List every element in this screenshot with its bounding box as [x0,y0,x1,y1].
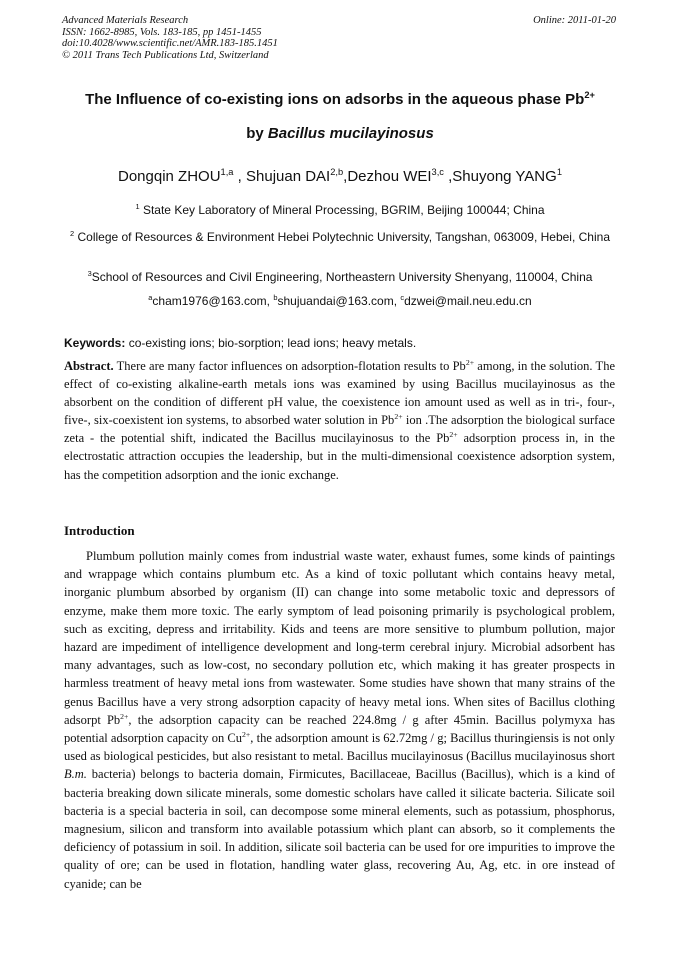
affiliation-1: $^1$ State Key Laboratory of Mineral Processing, BGRIM, Beijing 100044; China [135,202,545,217]
introduction-heading: Introduction [64,523,135,538]
copyright-line: © 2011 Trans Tech Publications Ltd, Switzerland [62,49,269,61]
introduction-paragraph: Plumbum pollution mainly comes from industrial waste water, exhaust fumes, some kinds of paintings and wrappage which contains plumbum etc. As a kind of toxic pollutant which contains heavy metal, inorganic plumbum absorbed by organism (II) can change into some metabolic toxic and depressors of enzyme, make them more toxic. The early symptom of lead poisoning primarily is psychological problem, such as exciting, depress and irritability. Kids and teens are more sensitive to plumbum pollution, major hazard are impediment of intelligence development and long-term cerebral injury. Microbial adsorbent has many advantages, such as low-cost, no secondary pollution etc, which making it has greater prospects in harmless treatment of heavy metal ions from wastewater. Some studies have shown that many strains of the genus Bacillus have a very strong adsorption capacity of heavy metal ions. When sites of Bacillus clothing adsorpt $Pb^{2+}$, the adsorption capacity can be reached 224.8mg / g after 45min. Bacillus polymyxa has potential adsorption capacity on $Cu^{2+}$, the adsorption amount is 62.72mg / g; Bacillus thuringiensis is not only used as biological pesticides, but also resistant to metal. Bacillus mucilayinosus (Bacillus mucilayinosus short B.m. bacteria) belongs to bacteria domain, Firmicutes, Bacillaceae, Bacillus (Bacillus), which is a kind of bacteria breaking down silicate minerals, some domestic scholars have called it silicate bacteria. Silicate soil bacteria is a special bacteria in soil, can decompose some mineral elements, such as potassium, phosphorus, magnesium, silicon and transform into available potassium which plant can absorb, so it complements the deficiency of potassium in soil. In addition, silicate soil bacteria can be used for ore impurities to improve the quality of ore; can be used in flotation, handling water glass, recovering Au, Ag, etc. in ore instead of cyanide; can be [64,549,616,891]
author-emails: $^a$cham1976@163.com, $^b$shujuandai@163.com, $^c$dzwei@mail.neu.edu.cn [148,293,532,308]
issn-line: ISSN: 1662-8985, Vols. 183-185, pp 1451-1455 [62,26,262,38]
paper-title-line-2: by Bacillus mucilayinosus [246,125,434,142]
abstract-label: Abstract. [64,359,114,373]
author-name: Shujuan DAI [246,168,331,185]
affiliation-3: $^3$School of Resources and Civil Engineering, Northeastern University Shenyang, 110004, China [87,269,593,284]
author-name: Dongqin ZHOU [118,168,221,185]
author-name: Dezhou WEI [347,168,432,185]
online-date: Online: 2011-01-20 [533,15,616,26]
paper-title-line-1: The Influence of co-existing ions on adsorbs in the aqueous phase $Pb^{2+}$ [85,90,595,108]
keywords: Keywords: co-existing ions; bio-sorption; lead ions; heavy metals. [64,336,417,350]
abstract-paragraph: Abstract. There are many factor influences on adsorption-flotation results to $Pb^{2+}$ among, in the solution. The effect of co-existing alkaline-earth metals ions was examined by using Bacillus mucilayinosus as the absorbent on the condition of different pH value, the coexistence ion amount used as well as in tri-, four-, five-, six-coexistent ion systems, to absorbed water solution in $Pb^{2+}$ ion .The adsorption the biological surface zeta - the potential shift, indicated the Bacillus mucilayinosus to the $Pb^{2+}$ adsorption process in, in the electrostatic attraction occupies the leadership, but in the multi-dimensional coexistence adsorption system, has the competition adsorption and the ionic exchange. [64,357,615,482]
journal-name: Advanced Materials Research [62,15,189,26]
author-name: Shuyong YANG [452,168,557,185]
affiliation-2: $^2$ College of Resources & Environment Hebei Polytechnic University, Tangshan, 063009, Hebei, China [70,229,610,244]
doi-line: doi:10.4028/www.scientific.net/AMR.183-185.1451 [62,38,278,49]
keywords-label: Keywords: [64,336,126,350]
author-list: Dongqin ZHOU$^{1,a}$ , Shujuan DAI$^{2,b}$,Dezhou WEI$^{3,c}$ ,Shuyong YANG$^1$ [118,167,562,185]
journal-header [62,15,618,61]
